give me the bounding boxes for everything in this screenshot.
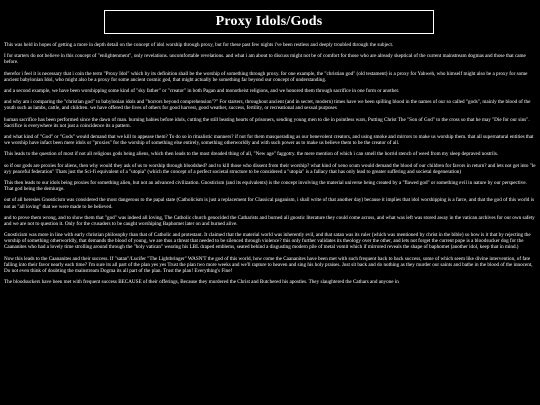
- paragraph: The bloodsuckers have been met with frequent success BECAUSE of their offerings, Because they murdered the Christ and Butchered his apostles. They slaughtered the Cathars and anyone in: [4, 279, 399, 286]
- paragraph: Now this leads to the Caananites and their success. If "satan"/Lucifer "The Lightbringer" WASN'T the god of this world, how come the Caananites have been met with such frequent back to back success, some of which seem like divine intervention, of fate falling into their favor nearly each time? I'm sure its all part of the plan yes yes Trust the plan two more weeks and we'll rapture to heaven and sing his holy praises. Just sit back and do nothing as they murder our saints and bathe in the blood of the innocent, Do not even think of doubting the mainstream Dogma its all part of the plan. Trust the plan! Everything's Fine!: [4, 255, 533, 274]
- page-title: Proxy Idols/Gods: [215, 14, 323, 29]
- paragraph: and a second example, we have been worshipping some kind of "sky father" or "creator" in both Pagan and monotheist religions, and we honored them through sacrifice in one form or another.: [4, 88, 400, 95]
- paragraph: human sacrifice has been performed since the dawn of man. burning babies before idols, cutting the still beating hearts of prisoners, sending young men to die in pointless wars, Putting Christ The "Son of God" to the cross so that he may "Die for our sins". Sacrifice is everywhere its not just a coincidence its a pattern.: [4, 116, 530, 129]
- paragraph: so if our gods are proxies for aliens, then why would they ask of us to worship through bloodshed? and to kill those who dissent from their worship? what kind of xeno scum would demand the blood of our children for favors in return? and lets not get into "le ayy peaceful federation" Thats just the Sci-fi equivalent of a "utopia" (which the concept of a perfect societal structure to be considered a "utopia" is a fallacy that has only lead to greater suffering and societal degeneration): [4, 162, 536, 175]
- paragraph: Gnosticism was more in line with early christian philosophy than that of Catholic and protestant. It claimed that the material world was inherently evil, and that satan was its ruler (which was mentioned by christ in the bible) so how is it that by rejecting the worship of something otherworldly, that demands the blood of young, we are thus a threat that needed to be silenced through violence? this only further validates its theology over the other, and lets not forget the current pope is a bloodsucker dog for the Caananites who had a lovely time strolling around through the "holy vatican" wearing his LBL draped emblems, seated behind a disgusting modern pile of metal vomit which if mirrored reveals the shape of baphomet (another idol, keep that in mind.): [4, 232, 531, 251]
- title-box: [104, 10, 434, 34]
- paragraph: This was held in hopes of getting a more in depth detail on the concept of idol worship through proxy, but for these past few nights i've been restless and deeply troubled through the subject.: [4, 42, 394, 48]
- paragraph: This leads to the question of most if not all religious gods being aliens, which then leads to the most dreaded thing of all, "New age" faggotry. the mere mention of which i can smell the horrid stench of weed from my sleep depraved nostrils.: [4, 151, 499, 158]
- paragraph: I for starters do not believe in this concept of "enlightenment", only revelations. uncomfortable revelations. and what i am about to discuss might not be of comfort for those who are already skeptical of the current mainstream dogmas and those that came before.: [4, 53, 526, 66]
- paragraph: and why am i comparing the "christian god" to babylonian idols and "horrors beyond comprehension"?" For starters, throughout ancient (and in secret, modern) times have we been spilling blood in the names of our so called "gods", mainly the blood of the youth such as lambs, cattle, and children. we have offered the lives of others for good harvest, good weather, success, fertility, or recreational and sexual purposes: [4, 99, 531, 112]
- paragraph: and what kind of "God" or "Gods" would demand that we kill to appease them? To do so in ritualistic manners? if not for them masquerading as our benevolent creators, and using smoke and mirrors to make us worship them. that all supernatural entities that we worship have infact been mere idols or "proxies" for the worship of something else entirely, something otherworldly and with such power as to make us believe them to be the creator of all.: [4, 134, 534, 147]
- paragraph: out of all heresies Gnosticism was considered the most dangerous to the papal state (Catholicism is just a replacement for Classical paganism, i shall write of that another day) because it implies that idol worshipping is a farce, and that the god of this world is not as "all loving" that we were made to be believed.: [4, 197, 535, 210]
- paragraph: This then leads to our idols being proxies for something alien, but not an advanced civilization. Gnosticism (and its equivalents) is the concept involving the material universe being created by a "flawed god" or something evil in nature by our perspective. That god being the demiurge.: [4, 180, 527, 193]
- article-body: [4, 42, 536, 290]
- paragraph: and to prove them wrong, and to show them that "god" was indeed all loving, The Catholic church genocided the Catharists and burned all gnostic literature they could come across, and what was left was stored away in the vatican archives for our own safety and we are not to question it. Only for the crusaders to be caught worshiping Baphomet later on and burned alive.: [4, 214, 535, 227]
- paragraph: therefor i feel it is necessary that i coin the term "Proxy Idol" which by its definition shall be the worship of something through proxy. for one example, the "christian god" (old testament) is a proxy for Yahweh, who himself might also be a proxy for some ancient babylonian Idol, who might also be a proxy for some ancient cosmic god, that might actually be something far beyond our concept of understanding.: [4, 70, 528, 83]
